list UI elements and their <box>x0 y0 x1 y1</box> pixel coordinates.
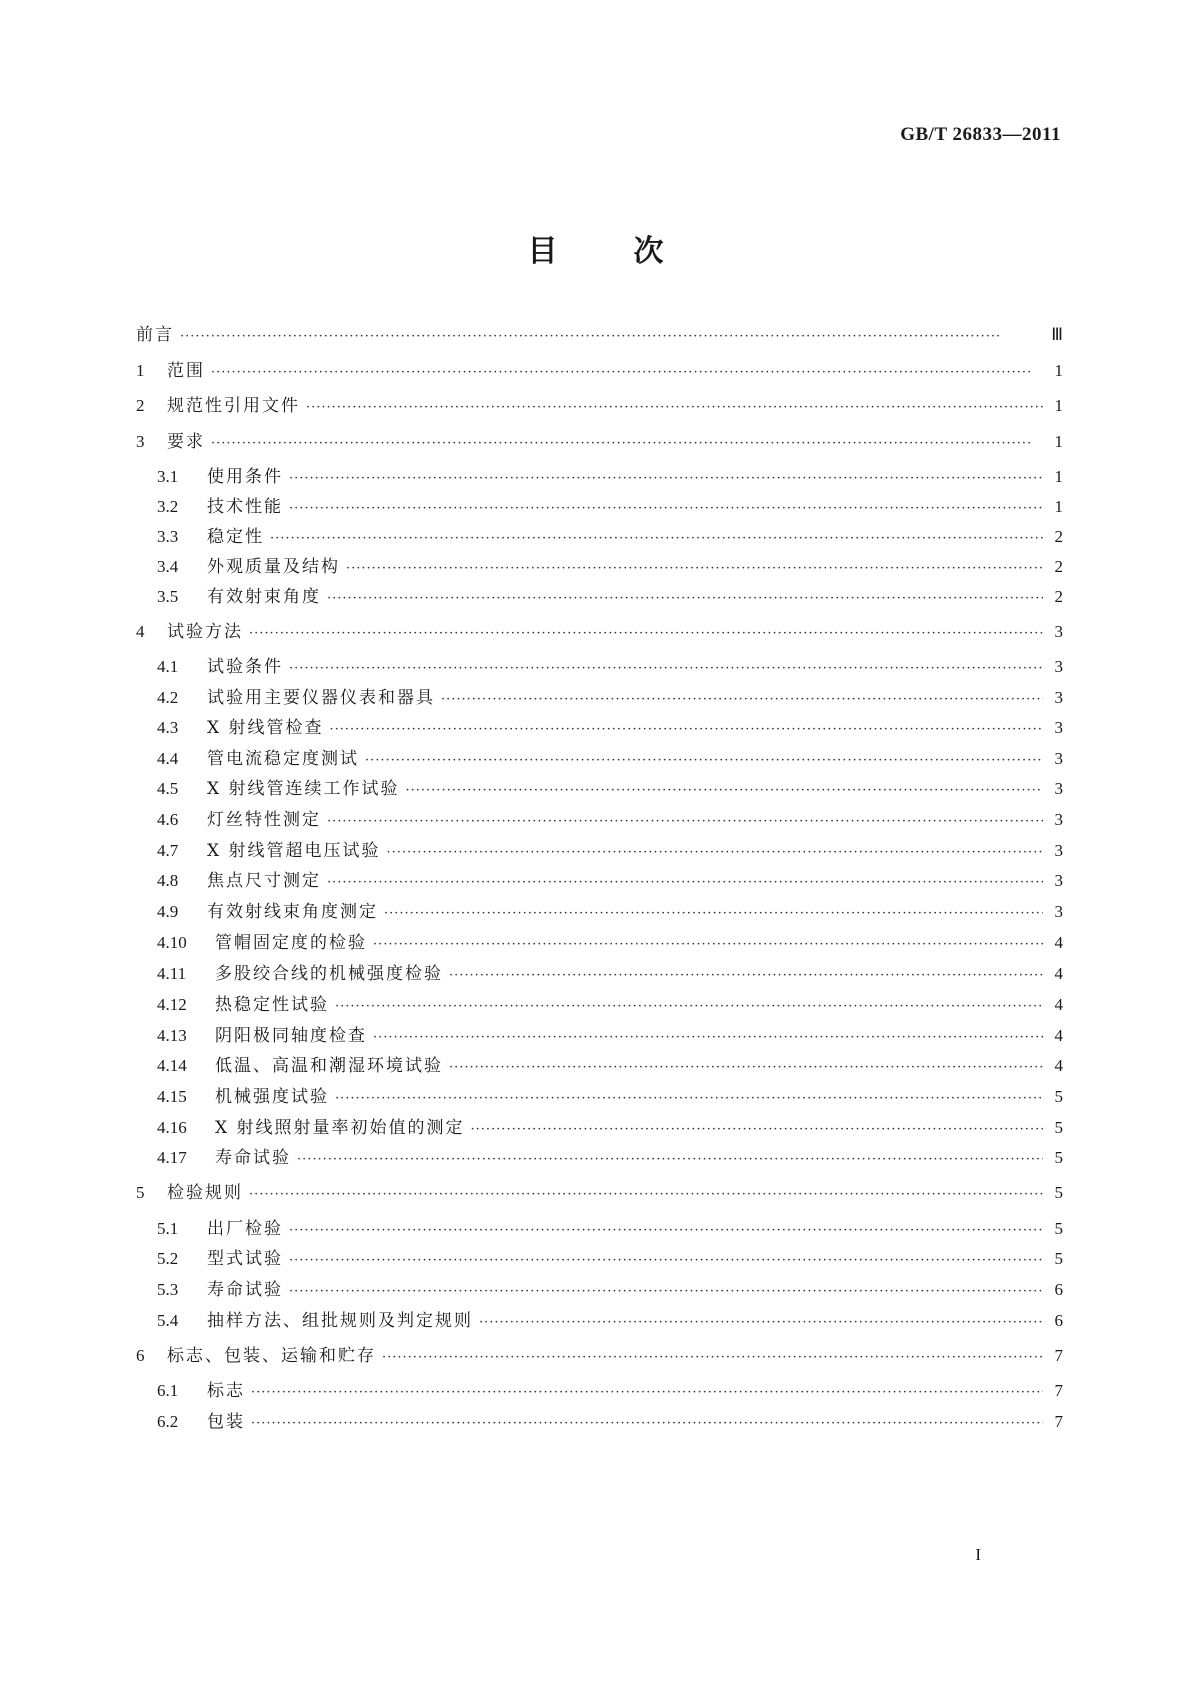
toc-dot-leader <box>211 360 1043 386</box>
toc-entry-label: 低温、高温和潮湿环境试验 <box>215 1056 443 1076</box>
toc-entry[interactable] <box>136 322 1063 348</box>
toc-entry[interactable] <box>136 464 1063 490</box>
page-title <box>0 226 1191 270</box>
toc-entry-page: 3 <box>1054 902 1063 921</box>
toc-entry[interactable] <box>136 358 1063 384</box>
toc-entry[interactable] <box>136 961 1063 987</box>
toc-dot-leader <box>211 431 1043 457</box>
toc-entry-label: 多股绞合线的机械强度检验 <box>215 964 443 984</box>
toc-entry-page: 1 <box>1054 396 1063 415</box>
toc-entry[interactable] <box>136 1084 1063 1110</box>
toc-dot-leader <box>251 1411 1043 1437</box>
toc-entry-label: 稳定性 <box>207 527 264 547</box>
toc-entry[interactable] <box>136 899 1063 925</box>
toc-entry-page: 2 <box>1054 587 1063 606</box>
toc-dot-leader <box>289 496 1043 522</box>
toc-entry-page: 3 <box>1054 841 1063 860</box>
toc-entry-number: 4.1 <box>157 657 179 676</box>
toc-entry-label: X 射线管检查 <box>207 718 324 738</box>
toc-entry[interactable] <box>136 1145 1063 1171</box>
toc-dot-leader <box>306 395 1043 421</box>
toc-entry-page: 7 <box>1054 1346 1063 1365</box>
toc-entry-page: 3 <box>1054 810 1063 829</box>
toc-entry[interactable] <box>136 1246 1063 1272</box>
toc-entry[interactable] <box>136 1053 1063 1079</box>
toc-entry[interactable] <box>136 868 1063 894</box>
toc-entry-page: 1 <box>1054 497 1063 516</box>
toc-entry-label: 规范性引用文件 <box>167 396 300 416</box>
toc-entry-label: 检验规则 <box>167 1183 243 1203</box>
toc-entry[interactable] <box>136 746 1063 772</box>
toc-dot-leader <box>297 1147 1043 1173</box>
toc-entry-number: 5.2 <box>157 1249 179 1268</box>
toc-entry-number: 1 <box>136 361 145 380</box>
toc-entry[interactable] <box>136 1180 1063 1206</box>
toc-entry-page: 2 <box>1054 527 1063 546</box>
toc-entry-number: 5.3 <box>157 1280 179 1299</box>
toc-entry-page: 7 <box>1054 1381 1063 1400</box>
toc-entry-page: 5 <box>1054 1087 1063 1106</box>
toc-entry-number: 5.1 <box>157 1219 179 1238</box>
toc-entry-page: 4 <box>1054 1056 1063 1075</box>
toc-dot-leader <box>180 324 1043 350</box>
toc-entry-label: X 射线管超电压试验 <box>207 841 381 861</box>
toc-dot-leader <box>249 621 1043 647</box>
toc-entry-page: Ⅲ <box>1051 325 1063 344</box>
toc-dot-leader <box>289 656 1043 682</box>
toc-entry-number: 4.15 <box>157 1087 187 1106</box>
toc-entry-number: 3 <box>136 432 145 451</box>
toc-entry-label: 机械强度试验 <box>215 1087 329 1107</box>
toc-entry-number: 4.10 <box>157 933 187 952</box>
toc-entry[interactable] <box>136 1343 1063 1369</box>
toc-dot-leader <box>327 870 1043 896</box>
toc-entry-label: 寿命试验 <box>207 1280 283 1300</box>
toc-entry-number: 4 <box>136 622 145 641</box>
toc-entry-page: 4 <box>1054 964 1063 983</box>
toc-entry-page: 6 <box>1054 1311 1063 1330</box>
title-char-2: 次 <box>633 234 664 269</box>
toc-entry-page: 2 <box>1054 557 1063 576</box>
toc-entry-number: 4.13 <box>157 1026 187 1045</box>
toc-entry-number: 4.6 <box>157 810 179 829</box>
toc-dot-leader <box>406 778 1043 804</box>
toc-entry[interactable] <box>136 554 1063 580</box>
toc-entry-label: X 射线管连续工作试验 <box>207 779 400 799</box>
toc-entry-number: 5 <box>136 1183 145 1202</box>
toc-entry-page: 4 <box>1054 933 1063 952</box>
toc-entry[interactable] <box>136 654 1063 680</box>
toc-entry[interactable] <box>136 1216 1063 1242</box>
toc-entry-page: 7 <box>1054 1412 1063 1431</box>
toc-entry-label: 外观质量及结构 <box>207 557 340 577</box>
toc-entry-number: 4.17 <box>157 1148 187 1167</box>
toc-entry[interactable] <box>136 776 1063 802</box>
toc-entry-number: 3.3 <box>157 527 179 546</box>
toc-entry-label: 要求 <box>167 432 205 452</box>
toc-entry-label: 标志 <box>207 1381 245 1401</box>
toc-entry[interactable] <box>136 1409 1063 1435</box>
toc-entry[interactable] <box>136 930 1063 956</box>
toc-entry-label: 范围 <box>167 361 205 381</box>
toc-dot-leader <box>479 1310 1043 1336</box>
toc-dot-leader <box>327 586 1043 612</box>
toc-entry-page: 5 <box>1054 1148 1063 1167</box>
toc-dot-leader <box>289 1248 1043 1274</box>
toc-entry[interactable] <box>136 1378 1063 1404</box>
toc-entry[interactable] <box>136 1308 1063 1334</box>
toc-entry-label: 管帽固定度的检验 <box>215 933 367 953</box>
toc-entry-number: 4.4 <box>157 749 179 768</box>
toc-entry-number: 6 <box>136 1346 145 1365</box>
toc-dot-leader <box>289 1279 1043 1305</box>
toc-entry-label: X 射线照射量率初始值的测定 <box>215 1118 465 1138</box>
toc-entry-number: 6.1 <box>157 1381 179 1400</box>
toc-entry-page: 1 <box>1054 432 1063 451</box>
toc-entry-label: 使用条件 <box>207 467 283 487</box>
toc-entry-number: 4.3 <box>157 718 179 737</box>
toc-dot-leader <box>449 963 1043 989</box>
toc-dot-leader <box>249 1182 1043 1208</box>
toc-entry-number: 4.5 <box>157 779 179 798</box>
toc-dot-leader <box>327 809 1043 835</box>
toc-dot-leader <box>289 1218 1043 1244</box>
toc-dot-leader <box>471 1117 1043 1143</box>
toc-entry-label: 试验用主要仪器仪表和器具 <box>207 688 435 708</box>
toc-entry[interactable] <box>136 429 1063 455</box>
toc-entry[interactable] <box>136 1277 1063 1303</box>
toc-dot-leader <box>382 1345 1043 1371</box>
toc-entry-number: 2 <box>136 396 145 415</box>
toc-entry-label: 技术性能 <box>207 497 283 517</box>
toc-entry[interactable] <box>136 524 1063 550</box>
toc-dot-leader <box>365 748 1043 774</box>
toc-entry-number: 3.5 <box>157 587 179 606</box>
toc-entry-page: 5 <box>1054 1249 1063 1268</box>
toc-entry[interactable] <box>136 807 1063 833</box>
toc-entry-number: 4.7 <box>157 841 179 860</box>
toc-entry-number: 4.16 <box>157 1118 187 1137</box>
toc-entry-number: 4.9 <box>157 902 179 921</box>
toc-entry-label: 抽样方法、组批规则及判定规则 <box>207 1311 473 1331</box>
toc-entry-number: 4.11 <box>157 964 187 983</box>
toc-entry-label: 焦点尺寸测定 <box>207 871 321 891</box>
toc-entry-page: 3 <box>1054 718 1063 737</box>
toc-entry-label: 热稳定性试验 <box>215 995 329 1015</box>
toc-entry-number: 3.4 <box>157 557 179 576</box>
toc-entry-page: 3 <box>1054 622 1063 641</box>
toc-entry-label: 灯丝特性测定 <box>207 810 321 830</box>
toc-dot-leader <box>335 994 1043 1020</box>
toc-entry-page: 5 <box>1054 1219 1063 1238</box>
toc-entry[interactable] <box>136 393 1063 419</box>
toc-entry[interactable] <box>136 1115 1063 1141</box>
toc-entry[interactable] <box>136 584 1063 610</box>
toc-entry-label: 包装 <box>207 1412 245 1432</box>
toc-entry-page: 5 <box>1054 1183 1063 1202</box>
toc-dot-leader <box>384 901 1043 927</box>
toc-entry-label: 寿命试验 <box>215 1148 291 1168</box>
toc-entry[interactable] <box>136 494 1063 520</box>
toc-entry-number: 4.2 <box>157 688 179 707</box>
toc-entry[interactable] <box>136 1023 1063 1049</box>
toc-entry-label: 型式试验 <box>207 1249 283 1269</box>
footer-page-number: I <box>975 1545 981 1564</box>
toc-dot-leader <box>387 840 1043 866</box>
toc-entry-label: 标志、包装、运输和贮存 <box>167 1346 376 1366</box>
toc-entry[interactable] <box>136 838 1063 864</box>
toc-entry-page: 5 <box>1054 1118 1063 1137</box>
toc-entry-number: 4.8 <box>157 871 179 890</box>
toc-dot-leader <box>373 1025 1043 1051</box>
toc-entry-page: 3 <box>1054 749 1063 768</box>
toc-entry[interactable] <box>136 619 1063 645</box>
toc-dot-leader <box>346 556 1043 582</box>
toc-entry-number: 5.4 <box>157 1311 179 1330</box>
toc-dot-leader <box>449 1055 1043 1081</box>
toc-entry-page: 4 <box>1054 1026 1063 1045</box>
toc-entry-page: 6 <box>1054 1280 1063 1299</box>
toc-dot-leader <box>335 1086 1043 1112</box>
toc-entry-number: 3.1 <box>157 467 179 486</box>
toc-entry-page: 3 <box>1054 779 1063 798</box>
toc-entry-number: 3.2 <box>157 497 179 516</box>
toc-entry-page: 3 <box>1054 657 1063 676</box>
toc-entry-page: 3 <box>1054 871 1063 890</box>
toc-entry-page: 3 <box>1054 688 1063 707</box>
toc-entry-label: 试验条件 <box>207 657 283 677</box>
toc-dot-leader <box>289 466 1043 492</box>
toc-entry-number: 4.12 <box>157 995 187 1014</box>
toc-entry-label: 有效射线束角度测定 <box>207 902 378 922</box>
toc-entry-label: 管电流稳定度测试 <box>207 749 359 769</box>
toc-dot-leader <box>270 526 1043 552</box>
toc-entry-number: 4.14 <box>157 1056 187 1075</box>
toc-dot-leader <box>373 932 1043 958</box>
toc-entry[interactable] <box>136 715 1063 741</box>
title-char-1: 目 <box>527 234 558 269</box>
toc-entry-label: 前言 <box>136 325 174 345</box>
toc-dot-leader <box>441 687 1043 713</box>
toc-dot-leader <box>330 717 1043 743</box>
toc-entry[interactable] <box>136 685 1063 711</box>
standard-code: GB/T 26833—2011 <box>900 124 1061 145</box>
toc-entry-page: 4 <box>1054 995 1063 1014</box>
toc-entry[interactable] <box>136 992 1063 1018</box>
toc-entry-label: 出厂检验 <box>207 1219 283 1239</box>
toc-dot-leader <box>251 1380 1043 1406</box>
toc-entry-number: 6.2 <box>157 1412 179 1431</box>
toc-entry-page: 1 <box>1054 467 1063 486</box>
toc-entry-page: 1 <box>1054 361 1063 380</box>
toc-entry-label: 试验方法 <box>167 622 243 642</box>
toc-entry-label: 有效射束角度 <box>207 587 321 607</box>
toc-entry-label: 阴阳极同轴度检查 <box>215 1026 367 1046</box>
